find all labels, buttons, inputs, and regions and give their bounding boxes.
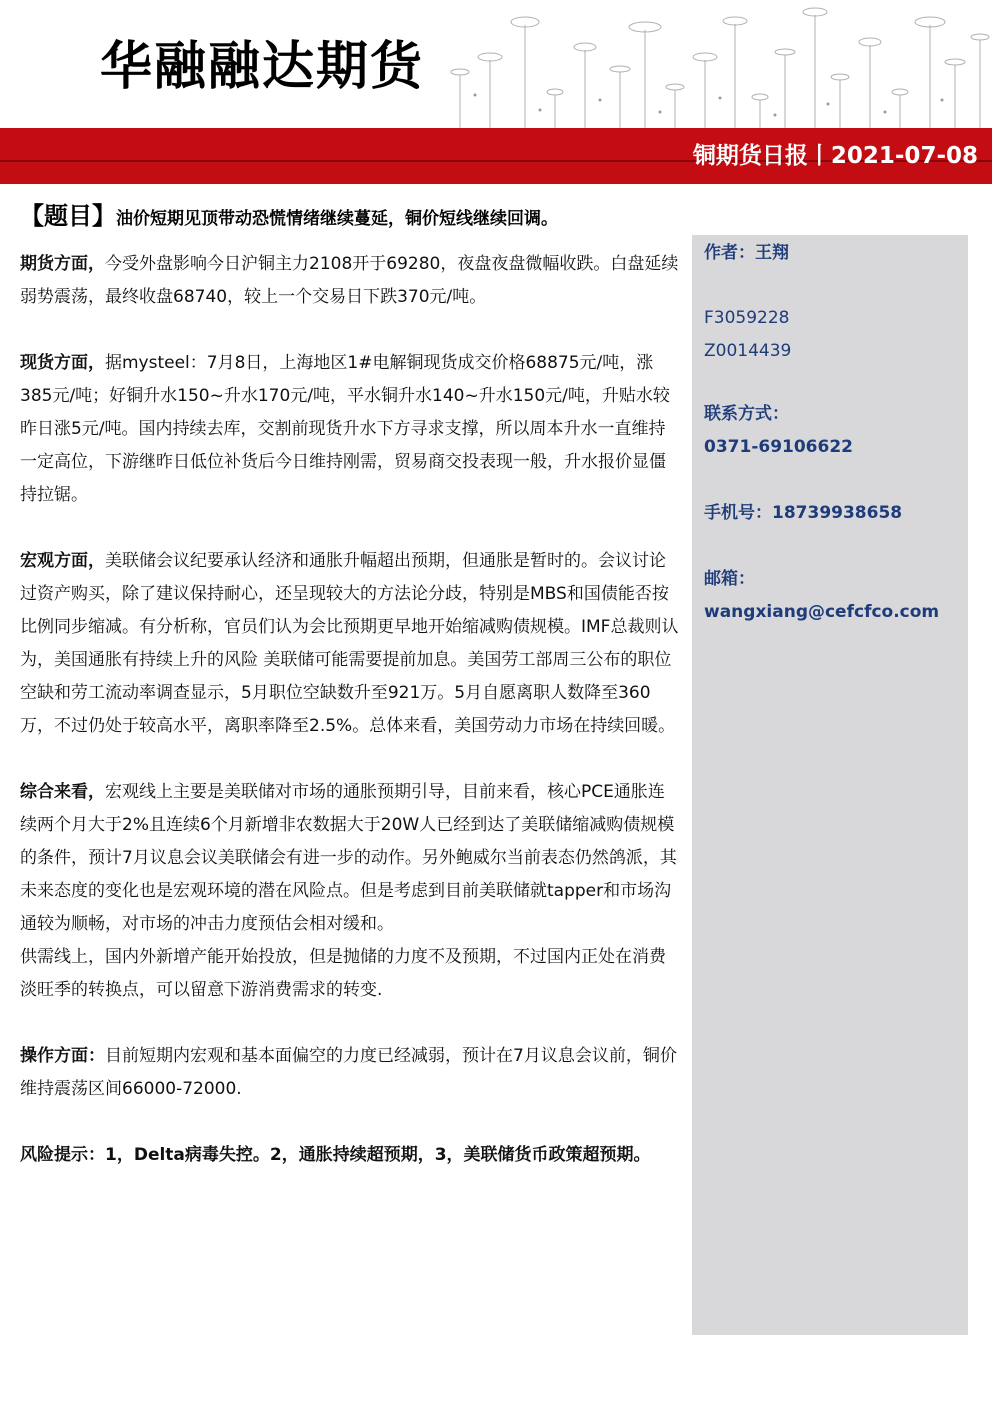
email-address[interactable]: wangxiang@cefcfco.com [704, 602, 940, 622]
section-label: 期货方面， [20, 254, 105, 274]
mobile-number: 手机号：18739938658 [704, 503, 903, 523]
decorative-pendant-graphic [430, 0, 992, 130]
license-number-1: F3059228 [704, 308, 790, 328]
headline-tag: 【题目】 [20, 202, 116, 230]
contact-label: 联系方式： [704, 404, 789, 424]
author-name: 作者：王翔 [704, 243, 789, 263]
section-summary [20, 776, 680, 941]
report-body [20, 248, 680, 1172]
section-label: 操作方面： [20, 1046, 105, 1066]
company-logo: 华融融达期货 [100, 36, 425, 97]
author-sidebar [692, 235, 968, 1335]
license-number-2: Z0014439 [704, 341, 792, 361]
contact-phone: 0371-69106622 [704, 437, 853, 457]
section-label: 综合来看， [20, 782, 105, 802]
section-macro [20, 545, 680, 743]
email-label: 邮箱： [704, 569, 755, 589]
section-operation [20, 1040, 680, 1106]
section-text: 今受外盘影响今日沪铜主力2108开于69280，夜盘夜盘微幅收跌。白盘延续弱势震荡，最终收盘68740，较上一个交易日下跌370元/吨。 [20, 254, 679, 307]
section-futures [20, 248, 680, 314]
headline [20, 196, 970, 239]
section-summary-supply: 供需线上，国内外新增产能开始投放，但是抛储的力度不及预期，不过国内正处在消费淡旺季的转换点，可以留意下游消费需求的转变. [20, 947, 666, 1000]
section-label: 现货方面， [20, 353, 105, 373]
section-text: 据mysteel：7月8日，上海地区1#电解铜现货成交价格68875元/吨，涨385元/吨；好铜升水150~升水170元/吨，平水铜升水140~升水150元/吨，升贴水较昨日涨5元/吨。国内持续去库，交割前现货升水下方寻求支撑，所以周本升水一直维持一定高位，下游继昨日低位补货后今日维持刚需，贸易商交投表现一般，升水报价显僵持拉锯。 [20, 353, 670, 505]
section-spot [20, 347, 680, 512]
risk-warning: 风险提示：1，Delta病毒失控。2，通胀持续超预期，3，美联储货币政策超预期。 [20, 1145, 651, 1165]
section-text: 目前短期内宏观和基本面偏空的力度已经减弱，预计在7月议息会议前，铜价维持震荡区间66000-72000. [20, 1046, 677, 1099]
section-label: 宏观方面， [20, 551, 105, 571]
report-title: 铜期货日报丨2021-07-08 [692, 143, 978, 169]
section-text: 美联储会议纪要承认经济和通胀升幅超出预期，但通胀是暂时的。会议讨论过资产购买，除了建议保持耐心，还呈现较大的方法论分歧，特别是MBS和国债能否按比例同步缩减。有分析称，官员们认为会比预期更早地开始缩减购债规模。IMF总裁则认为，美国通胀有持续上升的风险 美联储可能需要提前加息。美国劳工部周三公布的职位空缺和劳工流动率调查显示，5月职位空缺数升至921万。5月自愿离职人数降至360万，不过仍处于较高水平，离职率降至2.5%。总体来看，美国劳动力市场在持续回暖。 [20, 551, 679, 736]
section-text: 宏观线上主要是美联储对市场的通胀预期引导，目前来看，核心PCE通胀连续两个月大于2%且连续6个月新增非农数据大于20W人已经到达了美联储缩减购债规模的条件，预计7月议息会议美联储会有进一步的动作。另外鲍威尔当前表态仍然鸽派，其未来态度的变化也是宏观环境的潜在风险点。但是考虑到目前美联储就tapper和市场沟通较为顺畅，对市场的冲击力度预估会相对缓和。 [20, 782, 677, 934]
headline-text: 油价短期见顶带动恐慌情绪继续蔓延，铜价短线继续回调。 [116, 209, 558, 229]
